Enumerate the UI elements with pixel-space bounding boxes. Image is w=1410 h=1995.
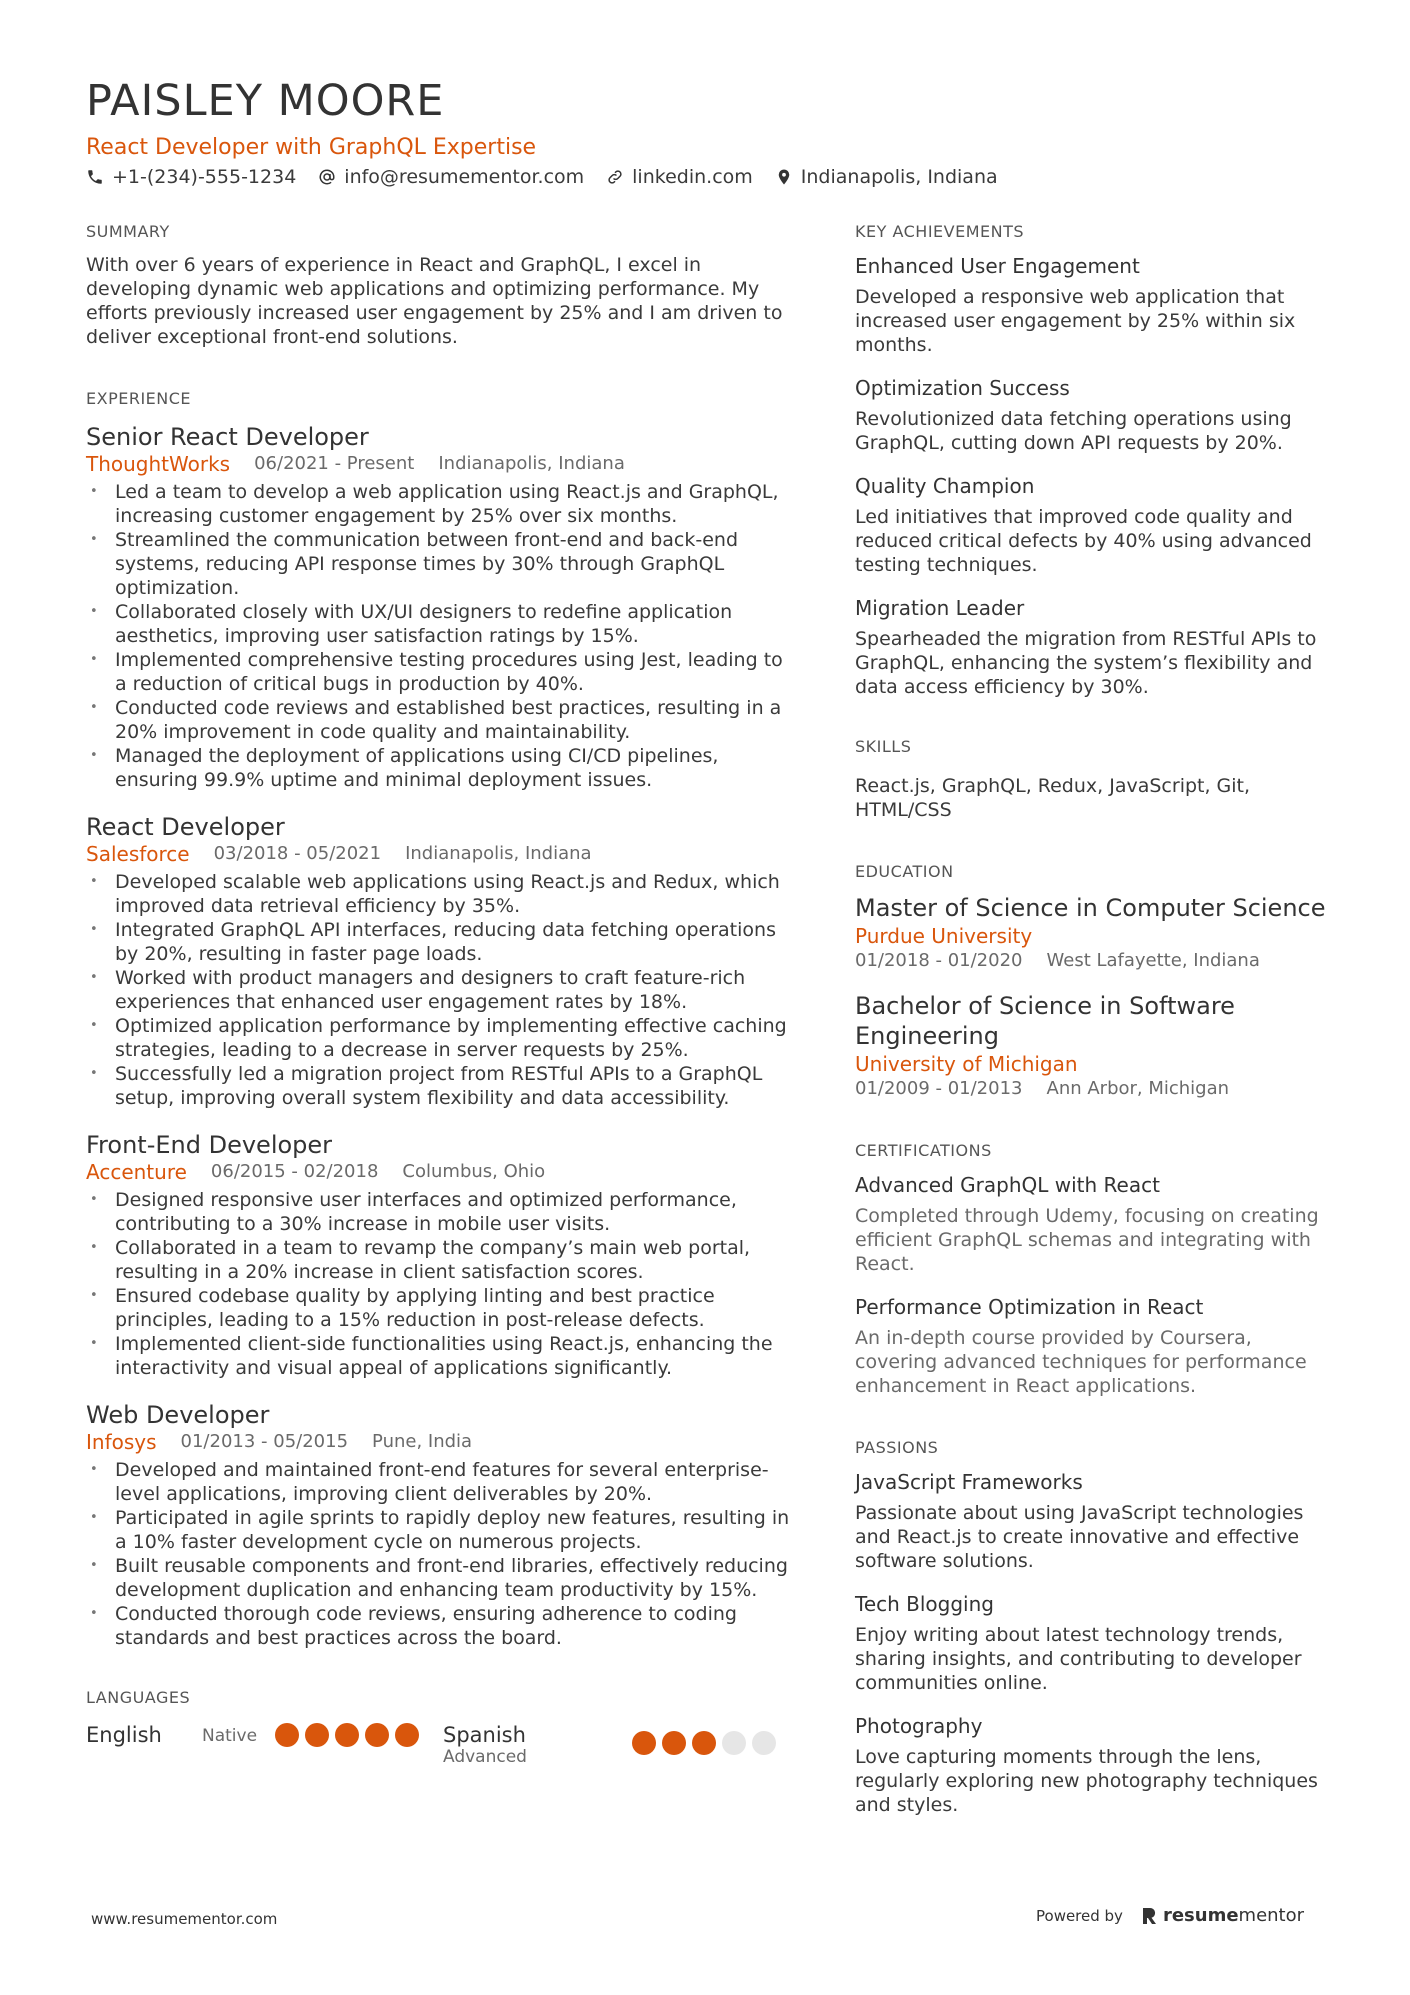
education-item (855, 893, 1335, 973)
passion-desc: Enjoy writing about latest technology trends, sharing insights, and contributing to developer communities online. (855, 1624, 1302, 1694)
job-location: Indianapolis, Indiana (438, 453, 625, 474)
job-bullet: • Managed the deployment of applications using CI/CD pipelines, ensuring 99.9% uptime and minimal deployment issues. (86, 744, 800, 792)
languages-heading: LANGUAGES (86, 1688, 191, 1707)
resumementor-logo-icon (1141, 1907, 1157, 1925)
job-location: Pune, India (372, 1431, 473, 1452)
job-company: Infosys (86, 1430, 157, 1454)
at-icon (318, 168, 336, 186)
passion-item (855, 1591, 1335, 1695)
achievement-item (855, 253, 1335, 357)
language-rating (632, 1731, 776, 1755)
job-bullets (86, 480, 800, 792)
rating-dot-filled (632, 1731, 656, 1755)
job-bullet: • Collaborated in a team to revamp the company’s main web portal, resulting in a 20% increase in client satisfaction scores. (86, 1236, 800, 1284)
education-dates: 01/2018 - 01/2020 (855, 950, 1023, 971)
language-name: English (86, 1723, 162, 1747)
job-bullet: • Integrated GraphQL API interfaces, reducing data fetching operations by 20%, resulting in faster page loads. (86, 918, 800, 966)
brand-name-bold: resume (1162, 1905, 1239, 1926)
right-column (855, 222, 1335, 1817)
summary-heading: SUMMARY (86, 222, 170, 241)
rating-dot-filled (692, 1731, 716, 1755)
contact-location (775, 166, 998, 188)
achievement-item (855, 473, 1335, 577)
rating-dot-filled (662, 1731, 686, 1755)
experience-heading: EXPERIENCE (86, 389, 192, 408)
passions-heading: PASSIONS (855, 1438, 939, 1457)
job-dates: 06/2015 - 02/2018 (210, 1161, 379, 1182)
job-location: Indianapolis, Indiana (405, 843, 592, 864)
education-location: Ann Arbor, Michigan (1046, 1078, 1230, 1099)
email-text[interactable]: info@resumementor.com (344, 166, 585, 188)
link-icon (606, 168, 624, 186)
achievement-desc: Spearheaded the migration from RESTful APIs to GraphQL, enhancing the system’s flexibility and data access efficiency by 30%. (855, 628, 1317, 698)
location-pin-icon (775, 168, 793, 186)
achievement-item (855, 375, 1335, 455)
rating-dot-filled (305, 1723, 329, 1747)
job-bullets (86, 1458, 800, 1650)
passion-desc: Passionate about using JavaScript technologies and React.js to create innovative and effective software solutions. (855, 1502, 1304, 1572)
job-bullets (86, 870, 800, 1110)
job-bullets (86, 1188, 800, 1380)
job-bullet: • Built reusable components and front-end libraries, effectively reducing development duplication and enhancing team productivity by 15%. (86, 1554, 800, 1602)
contact-phone (86, 166, 296, 188)
passion-desc: Love capturing moments through the lens, regularly exploring new photography techniques and styles. (855, 1746, 1318, 1816)
passion-title: Photography (855, 1714, 983, 1738)
certification-item (855, 1294, 1335, 1398)
education-school: University of Michigan (855, 1052, 1078, 1076)
job-title: React Developer (86, 813, 285, 841)
job-bullet: • Developed scalable web applications using React.js and Redux, which improved data retrieval efficiency by 35%. (86, 870, 800, 918)
language-name-wrap (443, 1723, 632, 1767)
education-heading: EDUCATION (855, 862, 954, 881)
certifications-heading: CERTIFICATIONS (855, 1141, 992, 1160)
certification-item (855, 1172, 1335, 1276)
rating-dot-filled (335, 1723, 359, 1747)
job-title: Web Developer (86, 1401, 270, 1429)
job-entry (86, 422, 800, 792)
job-meta (86, 1430, 800, 1454)
education-degree: Bachelor of Science in Software Engineering (855, 992, 1235, 1050)
job-bullet: • Worked with product managers and designers to craft feature-rich experiences that enhanced user engagement rates by 18%. (86, 966, 800, 1014)
rating-dot-filled (365, 1723, 389, 1747)
achievement-desc: Developed a responsive web application that increased user engagement by 25% within six months. (855, 286, 1296, 356)
education-location: West Lafayette, Indiana (1046, 950, 1260, 971)
achievement-title: Migration Leader (855, 596, 1025, 620)
job-bullet: • Optimized application performance by implementing effective caching strategies, leading to a decrease in server requests by 25%. (86, 1014, 800, 1062)
passion-item (855, 1469, 1335, 1573)
job-title: Front-End Developer (86, 1131, 333, 1159)
rating-dot-empty (752, 1731, 776, 1755)
education-dates: 01/2009 - 01/2013 (855, 1078, 1023, 1099)
contact-linkedin[interactable] (606, 166, 753, 188)
languages-row (86, 1723, 800, 1767)
education-item (855, 991, 1335, 1101)
job-bullet: • Conducted code reviews and established best practices, resulting in a 20% improvement in code quality and maintainability. (86, 696, 800, 744)
brand-logo[interactable] (1141, 1905, 1304, 1926)
job-bullet: • Participated in agile sprints to rapidly deploy new features, resulting in a 10% faster development cycle on numerous projects. (86, 1506, 800, 1554)
powered-by-label: Powered by (1036, 1906, 1123, 1925)
education-school: Purdue University (855, 924, 1033, 948)
brand-name (1163, 1905, 1304, 1926)
achievement-title: Optimization Success (855, 376, 1070, 400)
summary-text: With over 6 years of experience in React and GraphQL, I excel in developing dynamic web applications and optimizing performance. My efforts previously increased user engagement by 25% and I am driven to deliver exceptional front-end solutions. (86, 254, 783, 348)
linkedin-text[interactable]: linkedin.com (632, 166, 753, 188)
job-company: ThoughtWorks (86, 452, 231, 476)
achievements-heading: KEY ACHIEVEMENTS (855, 222, 1025, 241)
phone-text: +1-(234)-555-1234 (112, 166, 297, 188)
footer-powered (1036, 1905, 1304, 1926)
contact-email[interactable] (318, 166, 584, 188)
job-bullet: • Designed responsive user interfaces and optimized performance, contributing to a 30% increase in mobile user visits. (86, 1188, 800, 1236)
rating-dot-filled (395, 1723, 419, 1747)
job-company: Salesforce (86, 842, 190, 866)
language-item (443, 1723, 800, 1767)
job-title: Senior React Developer (86, 423, 369, 451)
job-entry (86, 812, 800, 1110)
job-company: Accenture (86, 1160, 187, 1184)
skills-text: React.js, GraphQL, Redux, JavaScript, Git, HTML/CSS (855, 775, 1251, 821)
job-meta (86, 842, 800, 866)
language-rating (275, 1723, 419, 1747)
rating-dot-empty (722, 1731, 746, 1755)
job-bullet: • Implemented client-side functionalities using React.js, enhancing the interactivity and visual appeal of applications significantly. (86, 1332, 800, 1380)
job-meta (86, 1160, 800, 1184)
candidate-name: PAISLEY MOORE (86, 76, 445, 126)
job-bullet: • Developed and maintained front-end features for several enterprise-level applications, improving client deliverables by 20%. (86, 1458, 800, 1506)
job-bullet: • Successfully led a migration project from RESTful APIs to a GraphQL setup, improving overall system flexibility and data accessibility. (86, 1062, 800, 1110)
certification-title: Performance Optimization in React (855, 1295, 1204, 1319)
job-bullet: • Streamlined the communication between front-end and back-end systems, reducing API response times by 30% through GraphQL optimization. (86, 528, 800, 600)
achievement-desc: Revolutionized data fetching operations using GraphQL, cutting down API requests by 20%. (855, 408, 1292, 454)
job-meta (86, 452, 800, 476)
language-name: Spanish (443, 1723, 526, 1747)
achievement-desc: Led initiatives that improved code quality and reduced critical defects by 40% using advanced testing techniques. (855, 506, 1312, 576)
passion-title: Tech Blogging (855, 1592, 994, 1616)
contact-bar (86, 166, 998, 188)
left-column (86, 222, 800, 1767)
job-dates: 06/2021 - Present (254, 453, 415, 474)
achievement-title: Enhanced User Engagement (855, 254, 1140, 278)
language-name-wrap (86, 1723, 202, 1747)
job-entry (86, 1130, 800, 1380)
job-entry (86, 1400, 800, 1650)
phone-icon (86, 168, 104, 186)
language-level: Native (202, 1726, 258, 1746)
job-dates: 03/2018 - 05/2021 (213, 843, 382, 864)
candidate-headline: React Developer with GraphQL Expertise (86, 135, 537, 160)
skills-heading: SKILLS (855, 737, 912, 756)
job-bullet: • Collaborated closely with UX/UI designers to redefine application aesthetics, improving user satisfaction ratings by 15%. (86, 600, 800, 648)
rating-dot-filled (275, 1723, 299, 1747)
education-meta (855, 949, 1335, 973)
job-dates: 01/2013 - 05/2015 (180, 1431, 349, 1452)
location-text: Indianapolis, Indiana (800, 166, 998, 188)
job-bullet: • Ensured codebase quality by applying linting and best practice principles, leading to a 15% reduction in post-release defects. (86, 1284, 800, 1332)
achievement-title: Quality Champion (855, 474, 1035, 498)
job-bullet: • Implemented comprehensive testing procedures using Jest, leading to a reduction of critical bugs in production by 40%. (86, 648, 800, 696)
certification-desc: An in-depth course provided by Coursera, covering advanced techniques for performance enhancement in React applications. (855, 1327, 1307, 1397)
language-item (86, 1723, 443, 1747)
certification-desc: Completed through Udemy, focusing on creating efficient GraphQL schemas and integrating with React. (855, 1205, 1319, 1275)
education-meta (855, 1077, 1335, 1101)
certification-title: Advanced GraphQL with React (855, 1173, 1160, 1197)
education-degree: Master of Science in Computer Science (855, 894, 1326, 922)
job-bullet: • Led a team to develop a web application using React.js and GraphQL, increasing customer engagement by 25% over six months. (86, 480, 800, 528)
footer-website[interactable]: www.resumementor.com (91, 1910, 278, 1928)
passion-item (855, 1713, 1335, 1817)
achievement-item (855, 595, 1335, 699)
job-location: Columbus, Ohio (402, 1161, 546, 1182)
language-level: Advanced (443, 1747, 527, 1767)
job-bullet: • Conducted thorough code reviews, ensuring adherence to coding standards and best practices across the board. (86, 1602, 800, 1650)
brand-name-rest: mentor (1238, 1905, 1305, 1926)
passion-title: JavaScript Frameworks (855, 1470, 1083, 1494)
